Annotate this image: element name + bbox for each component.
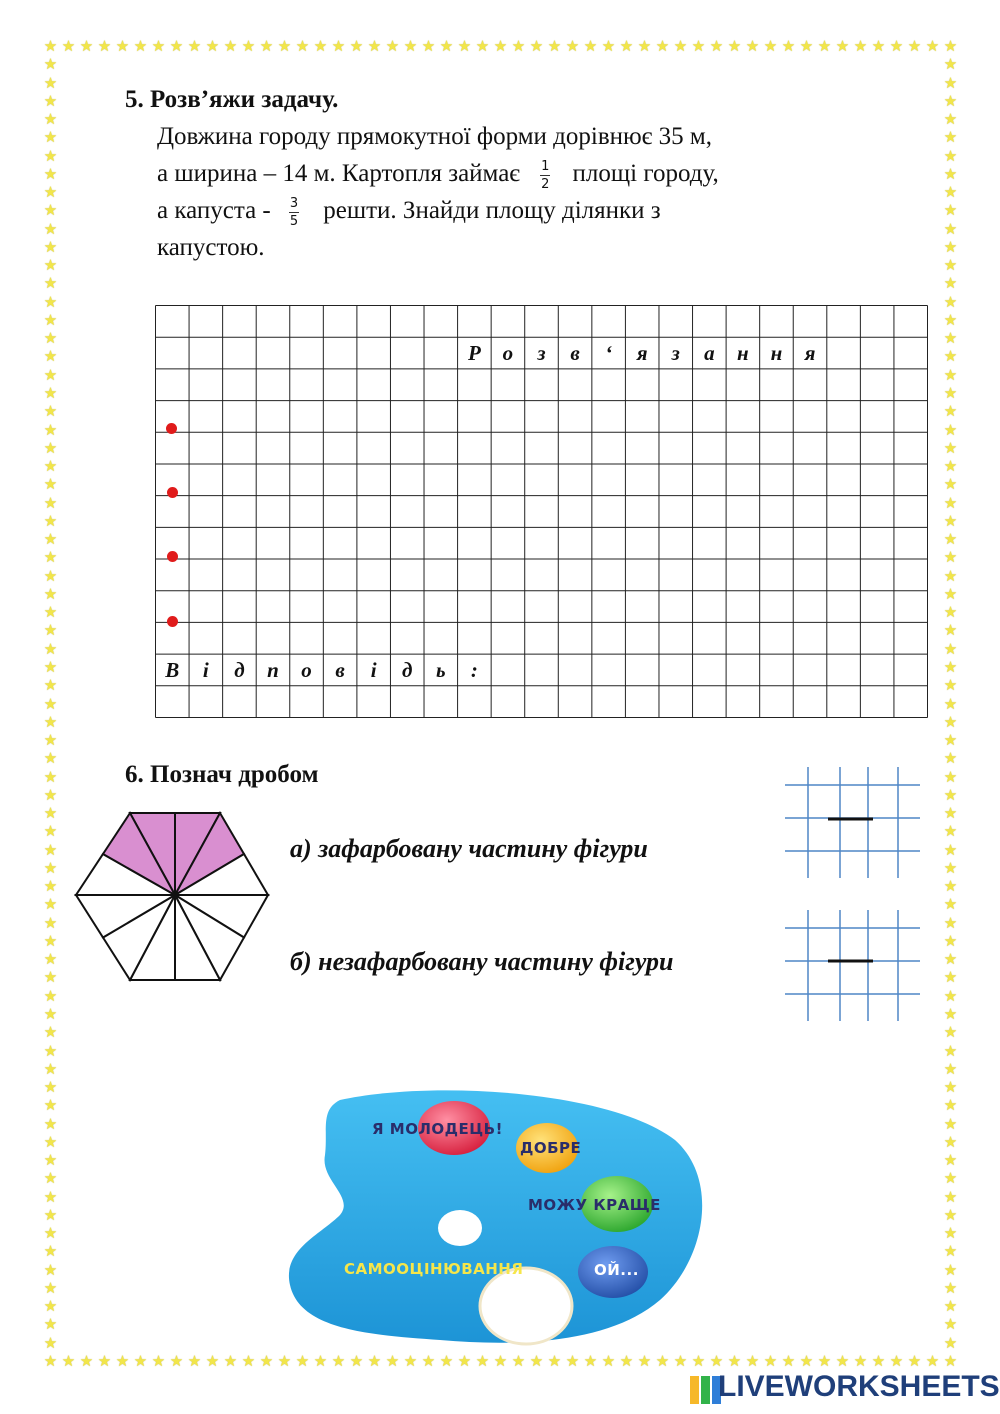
bullet-dot (166, 423, 177, 434)
star-icon: ★ (799, 1352, 814, 1370)
star-icon: ★ (421, 1352, 436, 1370)
star-icon: ★ (943, 968, 958, 987)
star-icon: ★ (43, 1023, 58, 1042)
star-icon: ★ (43, 1151, 58, 1170)
solution-letter: в (570, 341, 580, 366)
star-icon: ★ (943, 657, 958, 676)
star-icon: ★ (943, 1041, 958, 1060)
star-icon: ★ (97, 1352, 112, 1370)
star-icon: ★ (943, 1169, 958, 1188)
solution-letter: з (671, 341, 680, 366)
star-icon: ★ (151, 1352, 166, 1370)
solution-letter: я (804, 341, 816, 366)
star-icon: ★ (943, 1224, 958, 1243)
star-icon: ★ (943, 639, 958, 658)
star-icon: ★ (943, 292, 958, 311)
star-icon: ★ (925, 37, 940, 55)
task5-line4: капустою. (157, 234, 265, 261)
star-icon: ★ (943, 146, 958, 165)
star-icon: ★ (43, 201, 58, 220)
answer-grid-b[interactable] (780, 908, 925, 1026)
solution-letter: а (704, 341, 715, 366)
star-icon: ★ (43, 858, 58, 877)
star-icon: ★ (637, 1352, 652, 1370)
star-icon: ★ (943, 1205, 958, 1224)
star-icon: ★ (943, 256, 958, 275)
star-icon: ★ (43, 1132, 58, 1151)
star-icon: ★ (43, 913, 58, 932)
star-icon: ★ (439, 1352, 454, 1370)
star-icon: ★ (871, 37, 886, 55)
star-icon: ★ (133, 37, 148, 55)
star-icon: ★ (691, 1352, 706, 1370)
star-icon: ★ (187, 37, 202, 55)
answer-letter: і (202, 658, 209, 683)
solution-letter: ‘ (605, 341, 613, 366)
star-icon: ★ (43, 1260, 58, 1279)
star-icon: ★ (43, 438, 58, 457)
star-icon: ★ (43, 804, 58, 823)
star-icon: ★ (457, 1352, 472, 1370)
star-icon: ★ (943, 931, 958, 950)
star-icon: ★ (943, 420, 958, 439)
star-icon: ★ (943, 274, 958, 293)
star-icon: ★ (43, 1297, 58, 1316)
answer-grid-a[interactable] (780, 765, 925, 880)
star-icon: ★ (943, 73, 958, 92)
answer-letter: д (402, 658, 413, 683)
star-icon: ★ (43, 639, 58, 658)
star-icon: ★ (43, 91, 58, 110)
star-icon: ★ (943, 55, 958, 74)
star-icon: ★ (943, 457, 958, 476)
star-icon: ★ (835, 37, 850, 55)
star-icon: ★ (151, 37, 166, 55)
star-icon: ★ (403, 1352, 418, 1370)
star-icon: ★ (43, 566, 58, 585)
star-icon: ★ (907, 1352, 922, 1370)
star-icon: ★ (943, 1004, 958, 1023)
star-icon: ★ (943, 110, 958, 129)
star-icon: ★ (223, 1352, 238, 1370)
star-icon: ★ (43, 475, 58, 494)
palette-thumb-hole (438, 1210, 482, 1246)
star-icon: ★ (673, 1352, 688, 1370)
bullet-dot (167, 551, 178, 562)
star-icon: ★ (313, 1352, 328, 1370)
task5-line2-a: а ширина – 14 м. Картопля займає (157, 160, 521, 187)
star-icon: ★ (43, 840, 58, 859)
star-icon: ★ (727, 37, 742, 55)
hexagon-figure (70, 800, 280, 995)
star-icon: ★ (943, 731, 958, 750)
star-icon: ★ (79, 37, 94, 55)
star-icon: ★ (745, 37, 760, 55)
star-icon: ★ (115, 1352, 130, 1370)
star-icon: ★ (43, 749, 58, 768)
task5-line2 (157, 155, 877, 192)
star-icon: ★ (277, 37, 292, 55)
solution-letter: я (636, 341, 648, 366)
star-icon: ★ (277, 1352, 292, 1370)
star-icon: ★ (43, 1278, 58, 1297)
star-icon: ★ (403, 37, 418, 55)
star-icon: ★ (115, 37, 130, 55)
star-icon: ★ (529, 1352, 544, 1370)
star-icon: ★ (259, 1352, 274, 1370)
star-icon: ★ (673, 37, 688, 55)
star-icon: ★ (43, 822, 58, 841)
label-samootsiniuvannia: САМООЦІНЮВАННЯ (344, 1260, 524, 1278)
fraction-one-half (540, 159, 550, 192)
star-icon: ★ (475, 37, 490, 55)
star-icon: ★ (601, 1352, 616, 1370)
star-icon: ★ (61, 37, 76, 55)
star-icon: ★ (943, 237, 958, 256)
star-icon: ★ (943, 895, 958, 914)
star-icon: ★ (43, 110, 58, 129)
fraction-three-fifths (289, 196, 299, 229)
star-icon: ★ (943, 128, 958, 147)
star-icon: ★ (43, 1242, 58, 1261)
frac2-denominator: 5 (289, 213, 299, 229)
solution-letter: Р (467, 341, 481, 366)
star-icon: ★ (637, 37, 652, 55)
star-icon: ★ (943, 621, 958, 640)
star-icon: ★ (43, 712, 58, 731)
star-icon: ★ (43, 950, 58, 969)
star-icon: ★ (43, 365, 58, 384)
star-icon: ★ (43, 310, 58, 329)
star-icon: ★ (43, 676, 58, 695)
star-icon: ★ (943, 676, 958, 695)
star-icon: ★ (43, 530, 58, 549)
star-icon: ★ (763, 37, 778, 55)
star-icon: ★ (943, 858, 958, 877)
star-icon: ★ (367, 37, 382, 55)
star-icon: ★ (349, 37, 364, 55)
star-icon: ★ (943, 402, 958, 421)
star-icon: ★ (205, 37, 220, 55)
star-icon: ★ (439, 37, 454, 55)
star-icon: ★ (943, 1260, 958, 1279)
star-icon: ★ (943, 1187, 958, 1206)
star-icon: ★ (817, 1352, 832, 1370)
star-icon: ★ (43, 219, 58, 238)
star-icon: ★ (943, 1151, 958, 1170)
star-icon: ★ (943, 1078, 958, 1097)
star-icon: ★ (421, 37, 436, 55)
star-icon: ★ (295, 1352, 310, 1370)
star-icon: ★ (943, 1315, 958, 1334)
star-icon: ★ (943, 1023, 958, 1042)
task6-title: 6. Познач дробом (125, 761, 319, 788)
star-icon: ★ (943, 310, 958, 329)
star-icon: ★ (43, 1114, 58, 1133)
star-icon: ★ (943, 584, 958, 603)
task5-line2-b: площі городу, (572, 160, 719, 187)
star-icon: ★ (493, 1352, 508, 1370)
label-oi: ОЙ... (594, 1261, 639, 1279)
star-icon: ★ (655, 1352, 670, 1370)
star-icon: ★ (385, 37, 400, 55)
answer-letter: : (470, 658, 478, 683)
star-icon: ★ (241, 37, 256, 55)
star-icon: ★ (943, 91, 958, 110)
star-icon: ★ (259, 37, 274, 55)
star-icon: ★ (943, 511, 958, 530)
star-icon: ★ (241, 1352, 256, 1370)
star-icon: ★ (295, 37, 310, 55)
star-icon: ★ (943, 804, 958, 823)
star-icon: ★ (43, 1096, 58, 1115)
star-icon: ★ (79, 1352, 94, 1370)
star-icon: ★ (943, 1278, 958, 1297)
star-icon: ★ (43, 493, 58, 512)
star-icon: ★ (943, 950, 958, 969)
star-icon: ★ (943, 493, 958, 512)
star-icon: ★ (43, 877, 58, 896)
star-icon: ★ (817, 37, 832, 55)
star-icon: ★ (781, 37, 796, 55)
star-icon: ★ (943, 1242, 958, 1261)
star-icon: ★ (43, 657, 58, 676)
star-icon: ★ (943, 986, 958, 1005)
star-icon: ★ (943, 164, 958, 183)
star-icon: ★ (943, 1352, 958, 1370)
star-icon: ★ (709, 37, 724, 55)
star-icon: ★ (943, 913, 958, 932)
star-icon: ★ (43, 164, 58, 183)
star-icon: ★ (43, 1224, 58, 1243)
star-icon: ★ (529, 37, 544, 55)
star-icon: ★ (943, 329, 958, 348)
star-icon: ★ (511, 1352, 526, 1370)
star-icon: ★ (943, 365, 958, 384)
solution-letter: н (770, 341, 783, 366)
star-icon: ★ (349, 1352, 364, 1370)
frac2-numerator: 3 (289, 195, 299, 211)
star-icon: ★ (169, 37, 184, 55)
star-icon: ★ (943, 1059, 958, 1078)
star-icon: ★ (43, 1187, 58, 1206)
star-icon: ★ (943, 749, 958, 768)
star-icon: ★ (943, 384, 958, 402)
star-icon: ★ (205, 1352, 220, 1370)
star-icon: ★ (223, 37, 238, 55)
star-icon: ★ (547, 1352, 562, 1370)
star-icon: ★ (97, 37, 112, 55)
star-icon: ★ (727, 1352, 742, 1370)
star-icon: ★ (943, 1333, 958, 1352)
star-icon: ★ (835, 1352, 850, 1370)
star-icon: ★ (601, 37, 616, 55)
star-icon: ★ (943, 712, 958, 731)
star-icon: ★ (43, 329, 58, 348)
star-icon: ★ (61, 1352, 76, 1370)
star-icon: ★ (493, 37, 508, 55)
star-icon: ★ (187, 1352, 202, 1370)
star-icon: ★ (43, 1059, 58, 1078)
label-ya-molodets: Я МОЛОДЕЦЬ! (372, 1120, 503, 1138)
star-icon: ★ (943, 822, 958, 841)
star-icon: ★ (43, 767, 58, 786)
star-icon: ★ (853, 37, 868, 55)
star-icon: ★ (43, 73, 58, 92)
star-icon: ★ (583, 37, 598, 55)
star-icon: ★ (547, 37, 562, 55)
star-icon: ★ (43, 37, 58, 55)
star-icon: ★ (943, 840, 958, 859)
task5-title: 5. Розв’яжи задачу. (125, 86, 339, 113)
star-icon: ★ (43, 55, 58, 74)
star-icon: ★ (943, 475, 958, 494)
star-icon: ★ (943, 877, 958, 896)
star-icon: ★ (943, 438, 958, 457)
task5-text (157, 118, 877, 266)
task5-line3-a: а капуста - (157, 197, 271, 224)
star-icon: ★ (43, 256, 58, 275)
label-mozhu-krashche: МОЖУ КРАЩЕ (528, 1196, 661, 1214)
task5-line1: Довжина городу прямокутної форми дорівнює 35 м, (157, 123, 712, 150)
star-icon: ★ (943, 767, 958, 786)
star-icon: ★ (43, 384, 58, 402)
star-icon: ★ (943, 566, 958, 585)
star-icon: ★ (43, 785, 58, 804)
star-icon: ★ (43, 511, 58, 530)
star-icon: ★ (943, 603, 958, 622)
star-icon: ★ (619, 37, 634, 55)
star-icon: ★ (925, 1352, 940, 1370)
answer-letter: п (267, 658, 279, 683)
solution-letter: о (502, 341, 514, 366)
solution-letter: з (537, 341, 546, 366)
star-icon: ★ (331, 1352, 346, 1370)
star-icon: ★ (655, 37, 670, 55)
star-icon: ★ (43, 603, 58, 622)
star-icon: ★ (943, 1114, 958, 1133)
star-icon: ★ (43, 1004, 58, 1023)
solution-letter: н (737, 341, 749, 366)
star-icon: ★ (43, 457, 58, 476)
star-icon: ★ (943, 530, 958, 549)
star-icon: ★ (943, 785, 958, 804)
star-icon: ★ (43, 1315, 58, 1334)
bullet-dot (167, 616, 178, 627)
star-icon: ★ (43, 347, 58, 366)
answer-letter: і (370, 658, 377, 683)
star-icon: ★ (943, 37, 958, 55)
star-icon: ★ (583, 1352, 598, 1370)
task6-a: а) зафарбовану частину фігури (290, 834, 648, 863)
answer-letter: о (301, 658, 312, 683)
star-icon: ★ (907, 37, 922, 55)
star-icon: ★ (43, 146, 58, 165)
star-icon: ★ (763, 1352, 778, 1370)
task5-line3-b: решти. Знайди площу ділянки з (323, 197, 661, 224)
star-icon: ★ (169, 1352, 184, 1370)
star-icon: ★ (943, 347, 958, 366)
star-icon: ★ (43, 986, 58, 1005)
star-icon: ★ (313, 37, 328, 55)
star-icon: ★ (43, 402, 58, 421)
star-icon: ★ (43, 931, 58, 950)
star-icon: ★ (43, 128, 58, 147)
star-icon: ★ (43, 731, 58, 750)
star-icon: ★ (619, 1352, 634, 1370)
star-icon: ★ (43, 548, 58, 567)
star-icon: ★ (943, 183, 958, 202)
star-icon: ★ (457, 37, 472, 55)
star-icon: ★ (43, 584, 58, 603)
star-icon: ★ (709, 1352, 724, 1370)
answer-letter: В (165, 658, 180, 683)
star-icon: ★ (43, 1041, 58, 1060)
star-icon: ★ (331, 37, 346, 55)
star-icon: ★ (43, 895, 58, 914)
star-icon: ★ (43, 694, 58, 713)
bullet-dot (167, 487, 178, 498)
star-icon: ★ (43, 1169, 58, 1188)
star-icon: ★ (43, 1352, 58, 1370)
star-icon: ★ (367, 1352, 382, 1370)
star-icon: ★ (943, 548, 958, 567)
star-icon: ★ (565, 37, 580, 55)
star-icon: ★ (43, 292, 58, 311)
star-icon: ★ (943, 1096, 958, 1115)
star-icon: ★ (475, 1352, 490, 1370)
star-icon: ★ (511, 37, 526, 55)
star-icon: ★ (889, 1352, 904, 1370)
frac1-numerator: 1 (541, 158, 550, 174)
star-icon: ★ (43, 183, 58, 202)
star-icon: ★ (853, 1352, 868, 1370)
star-icon: ★ (43, 1078, 58, 1097)
palette-white-circle (480, 1268, 572, 1344)
star-icon: ★ (943, 201, 958, 220)
task6-b: б) незафарбовану частину фігури (290, 947, 674, 976)
star-icon: ★ (385, 1352, 400, 1370)
star-icon: ★ (43, 274, 58, 293)
star-icon: ★ (781, 1352, 796, 1370)
star-icon: ★ (871, 1352, 886, 1370)
star-icon: ★ (799, 37, 814, 55)
label-dobre: ДОБРЕ (520, 1139, 582, 1157)
task5-line3 (157, 192, 877, 229)
answer-letter: в (335, 658, 345, 683)
star-icon: ★ (889, 37, 904, 55)
answer-letter: ь (435, 658, 446, 683)
answer-letter: д (234, 658, 245, 683)
star-icon: ★ (43, 420, 58, 439)
star-icon: ★ (133, 1352, 148, 1370)
star-icon: ★ (43, 237, 58, 256)
star-icon: ★ (43, 968, 58, 987)
star-icon: ★ (943, 1297, 958, 1316)
liveworksheets-brand: LIVEWORKSHEETS (718, 1370, 1000, 1403)
star-icon: ★ (565, 1352, 580, 1370)
star-icon: ★ (943, 1132, 958, 1151)
star-icon: ★ (943, 219, 958, 238)
star-icon: ★ (43, 1333, 58, 1352)
star-icon: ★ (43, 1205, 58, 1224)
star-icon: ★ (745, 1352, 760, 1370)
star-icon: ★ (943, 694, 958, 713)
star-icon: ★ (43, 621, 58, 640)
frac1-denominator: 2 (541, 176, 550, 192)
star-icon: ★ (691, 37, 706, 55)
